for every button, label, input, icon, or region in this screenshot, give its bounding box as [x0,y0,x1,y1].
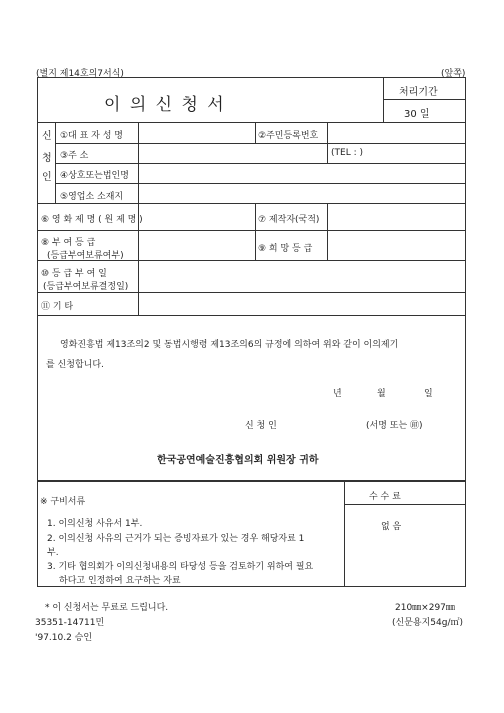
fee-label: 수 수 료 [369,492,401,502]
date-month: 월 [377,389,386,399]
document-item-2-continued: 부. [47,548,59,558]
sign-note: (서명 또는 ㊞) [366,421,423,431]
documents-heading: ※ 구비서류 [40,497,86,507]
free-note: * 이 신청서는 무료로 드립니다. [45,603,169,613]
applicant-side-label-2: 청 [42,153,52,164]
processing-period-value: 30 일 [404,109,430,120]
approval-date: '97.10.2 승인 [35,633,93,643]
business-location-label: ⑤영업소 소재지 [60,192,124,202]
producer-label: ⑦ 제작자(국적) [258,215,320,225]
grade-date-label: ⑩ 등 급 부 여 일 [41,269,107,279]
applicant-sign-label: 신 청 인 [245,421,277,431]
grade-label: ⑧ 부 여 등 급 [41,238,96,248]
statement-line-1: 영화진흥법 제13조의2 및 동법시행령 제13조의6의 규정에 의하여 위와 같이 이의제기 [60,340,399,350]
applicant-side-label-3: 인 [42,172,52,183]
statement-line-2: 를 신청합니다. [46,360,104,370]
tel-label: (TEL : ) [331,148,363,158]
document-item-2: 2. 이의신청 사유의 근거가 되는 증빙자료가 있는 경우 해당자료 1 [47,534,305,544]
date-day: 일 [424,389,433,399]
form-title: 이 의 신 청 서 [104,95,226,115]
date-year: 년 [333,389,342,399]
desired-grade-label: ⑨ 희 망 등 급 [258,244,313,254]
form-code: 35351-14711민 [35,618,105,628]
document-item-3: 3. 기타 협의회가 이의신청내용의 타당성 등을 검토하기 위하여 필요 [47,562,314,572]
paper-size: 210㎜×297㎜ [395,603,455,613]
film-title-label: ⑥ 영 화 제 명 ( 원 제 명 ) [41,215,143,225]
other-label: ⑪ 기 타 [41,302,74,312]
form-number: (별지 제14호의7서식) [36,69,124,79]
fee-value: 없 음 [381,522,402,532]
resident-number-label: ②주민등록번호 [258,131,319,141]
representative-name-label: ①대 표 자 성 명 [60,131,123,141]
grade-hold-date-label: (등급부여보류결정일) [43,282,129,292]
business-name-label: ④상호또는법인명 [60,171,129,181]
applicant-side-label-1: 신 [42,131,52,142]
document-item-3-continued: 하다고 인정하여 요구하는 자료 [59,576,181,586]
document-item-1: 1. 이의신청 사유서 1부. [47,519,143,529]
processing-period-label: 처리기간 [399,87,438,98]
grade-hold-label: (등급부여보류여부) [47,251,124,261]
address-label: ③주 소 [60,151,89,161]
paper-spec: (신문용지54g/㎡) [392,618,463,628]
page-side: (앞쪽) [441,69,466,79]
addressee: 한국공연예술진흥협의회 위원장 귀하 [157,455,319,466]
